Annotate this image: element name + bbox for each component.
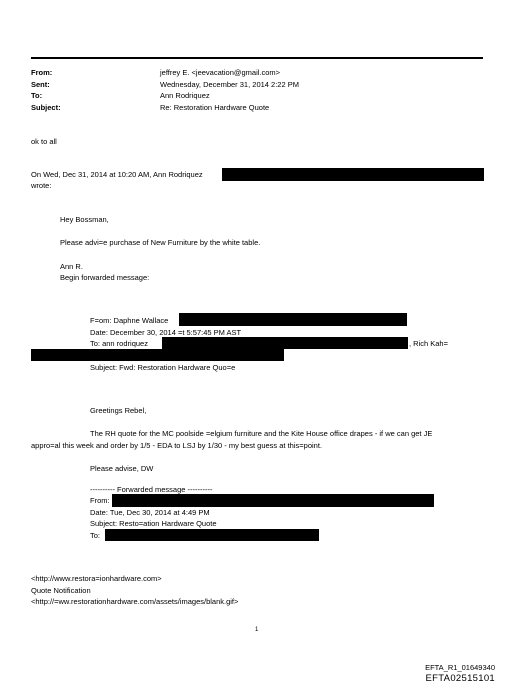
quote-notification: Quote Notification [31, 586, 91, 595]
fwd1-subject: Subject: Fwd: Restoration Hardware Quo=e [90, 363, 236, 372]
forwarded-text: Begin forwarded message: [60, 273, 150, 282]
advise-text: Please advi=e purchase of New Furniture by the white table. [60, 238, 261, 247]
redaction-bar [179, 313, 407, 326]
fwd2-subject: Subject: Resto=ation Hardware Quote [90, 519, 217, 528]
fwd1-date: Date: December 30, 2014 =t 5:57:45 PM AST [90, 328, 242, 337]
message-line2: appro=al this week and order by 1/5 - EDA to LSJ by 1/30 - my best guess at this=point. [31, 441, 322, 450]
redaction-bar [162, 337, 408, 349]
greeting-text: Hey Bossman, [60, 215, 109, 224]
fwd2-to: To: [90, 531, 101, 540]
signature-text: Ann R. [60, 262, 83, 271]
footer-id-2: EFTA02515101 [425, 673, 495, 684]
message-line1: The RH quote for the MC poolside =elgium furniture and the Kite House office drapes - if we can get JE [90, 429, 433, 438]
redaction-bar [105, 529, 319, 541]
subject-value: Re: Restoration Hardware Quote [160, 103, 270, 112]
reply-text: ok to all [31, 137, 57, 146]
page-number: 1 [255, 627, 259, 633]
from-label: From: [31, 68, 53, 77]
fwd2-divider: ---------- Forwarded message ---------- [90, 485, 213, 494]
fwd1-from: F=om: Daphne Wallace [90, 316, 169, 325]
sent-value: Wednesday, December 31, 2014 2:22 PM [160, 80, 299, 89]
from-value: jeffrey E. <jeevacation@gmail.com> [160, 68, 281, 77]
message-closing: Please advise, DW [90, 464, 154, 473]
header-rule [31, 57, 483, 59]
to-value: Ann Rodriquez [160, 91, 210, 100]
quote-wrote: wrote: [31, 181, 52, 190]
footer-id-1: EFTA_R1_01649340 [425, 663, 495, 672]
fwd2-from: From: [90, 496, 110, 505]
quote-attribution: On Wed, Dec 31, 2014 at 10:20 AM, Ann Rodriquez [31, 170, 203, 179]
sent-label: Sent: [31, 80, 50, 89]
subject-label: Subject: [31, 103, 61, 112]
link-restoration[interactable]: <http://www.restora=ionhardware.com> [31, 574, 162, 583]
redaction-bar [222, 168, 484, 181]
message-greeting: Greetings Rebel, [90, 406, 147, 415]
fwd1-to: To: ann rodriquez [90, 339, 148, 348]
fwd1-to-extra: , Rich Kah= [409, 339, 448, 348]
redaction-bar [112, 494, 434, 507]
to-label: To: [31, 91, 43, 100]
redaction-bar [31, 349, 284, 361]
link-blank-gif[interactable]: <http://=ww.restorationhardware.com/assets/images/blank.gif> [31, 597, 239, 606]
fwd2-date: Date: Tue, Dec 30, 2014 at 4:49 PM [90, 508, 210, 517]
